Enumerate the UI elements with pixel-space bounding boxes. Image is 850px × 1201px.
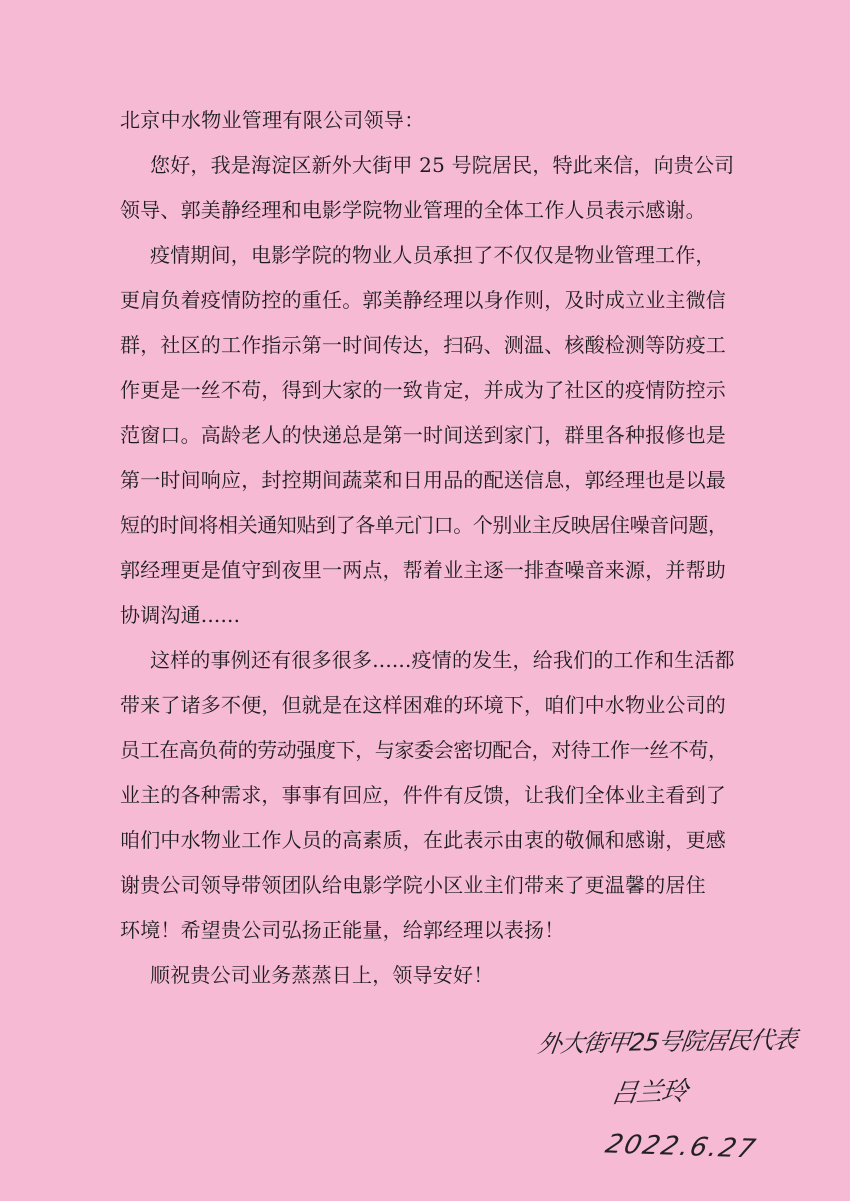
letter-body <box>120 98 735 998</box>
letter-line: 咱们中水物业工作人员的高素质，在此表示由衷的敬佩和感谢，更感 <box>120 828 726 852</box>
letter-line: 谢贵公司领导带领团队给电影学院小区业主们带来了更温馨的居住 <box>120 873 706 897</box>
letter-salutation: 北京中水物业管理有限公司领导： <box>120 108 425 132</box>
letter-line: 带来了诸多不便，但就是在这样困难的环境下，咱们中水物业公司的 <box>120 693 726 717</box>
letter-line: 短的时间将相关通知贴到了各单元门口。个别业主反映居住噪音问题， <box>120 513 728 537</box>
signature-representative: 外大街甲25号院居民代表 <box>535 1025 798 1059</box>
letter-closing: 顺祝贵公司业务蒸蒸日上，领导安好！ <box>150 963 494 987</box>
letter-line: 领导、郭美静经理和电影学院物业管理的全体工作人员表示感谢。 <box>120 198 706 222</box>
letter-line: 作更是一丝不苟，得到大家的一致肯定，并成为了社区的疫情防控示 <box>120 378 726 402</box>
letter-line: 更肩负着疫情防控的重任。郭美静经理以身作则，及时成立业主微信 <box>120 288 726 312</box>
letter-line: 第一时间响应，封控期间蔬菜和日用品的配送信息，郭经理也是以最 <box>120 468 726 492</box>
letter-line: 您好，我是海淀区新外大街甲 25 号院居民，特此来信，向贵公司 <box>150 153 735 177</box>
signature-date: 2022.6.27 <box>602 1129 760 1165</box>
letter-line: 协调沟通...... <box>120 603 241 627</box>
letter-line: 这样的事例还有很多很多......疫情的发生，给我们的工作和生活都 <box>150 648 735 672</box>
letter-line: 业主的各种需求，事事有回应，件件有反馈，让我们全体业主看到了 <box>120 783 726 807</box>
letter-line: 范窗口。高龄老人的快递总是第一时间送到家门，群里各种报修也是 <box>120 423 726 447</box>
letter-line: 疫情期间，电影学院的物业人员承担了不仅仅是物业管理工作， <box>150 243 716 267</box>
letter-line: 员工在高负荷的劳动强度下，与家委会密切配合，对待工作一丝不苟， <box>120 738 728 762</box>
letter-line: 郭经理更是值守到夜里一两点，帮着业主逐一排查噪音来源，并帮助 <box>120 558 726 582</box>
letter-line: 群，社区的工作指示第一时间传达，扫码、测温、核酸检测等防疫工 <box>120 333 726 357</box>
letter-line: 环境！希望贵公司弘扬正能量，给郭经理以表扬！ <box>120 918 565 942</box>
signature-name: 吕兰玲 <box>609 1076 689 1110</box>
